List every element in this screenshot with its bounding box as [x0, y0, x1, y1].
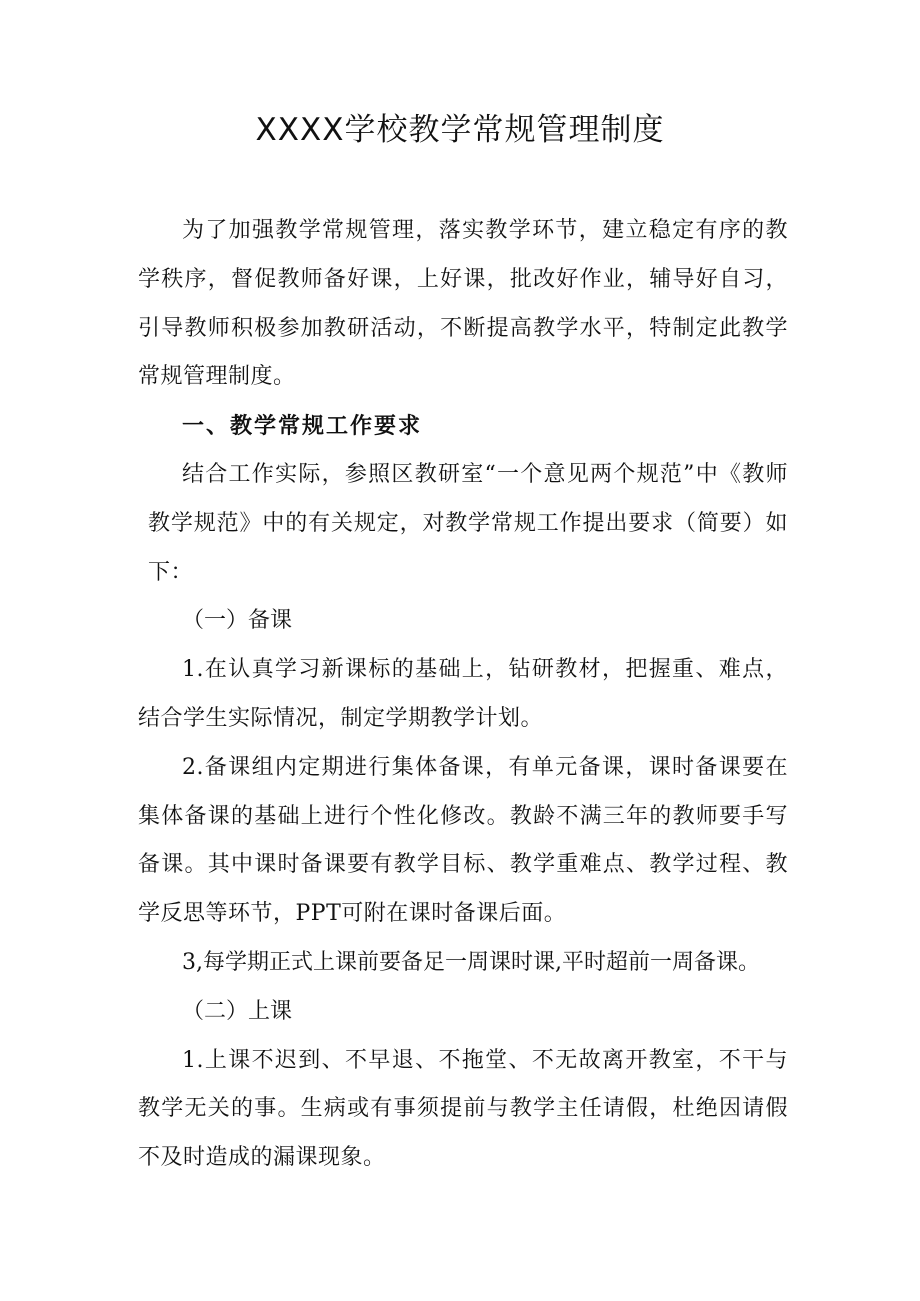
section-heading-requirements: 一、教学常规工作要求 — [182, 413, 423, 440]
document-title: XXXX学校教学常规管理制度 — [255, 112, 665, 148]
teaching-item-1: 1.上课不迟到、不早退、不拖堂、不无故离开教室，不干与教学无关的事。生病或有事须提前与教学主任请假，杜绝因请假不及时造成的漏课现象。 — [138, 1047, 788, 1171]
lesson-prep-item-3: 3,每学期正式上课前要备足一周课时课,平时超前一周备课。 — [182, 949, 760, 975]
lesson-prep-item-2: 2.备课组内定期进行集体备课，有单元备课，课时备课要在集体备课的基础上进行个性化修改。教龄不满三年的教师要手写备课。其中课时备课要有教学目标、教学重难点、教学过程、教学反思等环节，PPT可附在课时备课后面。 — [138, 754, 788, 927]
intro-paragraph: 为了加强教学常规管理，落实教学环节，建立稳定有序的教学秩序，督促教师备好课，上好课，批改好作业，辅导好自习，引导教师积极参加教研活动，不断提高教学水平，特制定此教学常规管理制度。 — [138, 218, 788, 390]
lesson-prep-item-1: 1.在认真学习新课标的基础上，钻研教材，把握重、难点，结合学生实际情况，制定学期教学计划。 — [138, 657, 788, 731]
subsection-heading-lesson-prep: （一）备课 — [182, 608, 293, 634]
subsection-heading-teaching: （二）上课 — [182, 998, 293, 1024]
document-body — [138, 207, 788, 1183]
requirements-intro-paragraph: 结合工作实际，参照区教研室“一个意见两个规范”中《教师教学规范》中的有关规定，对教学常规工作提出要求（简要）如下： — [148, 461, 788, 585]
